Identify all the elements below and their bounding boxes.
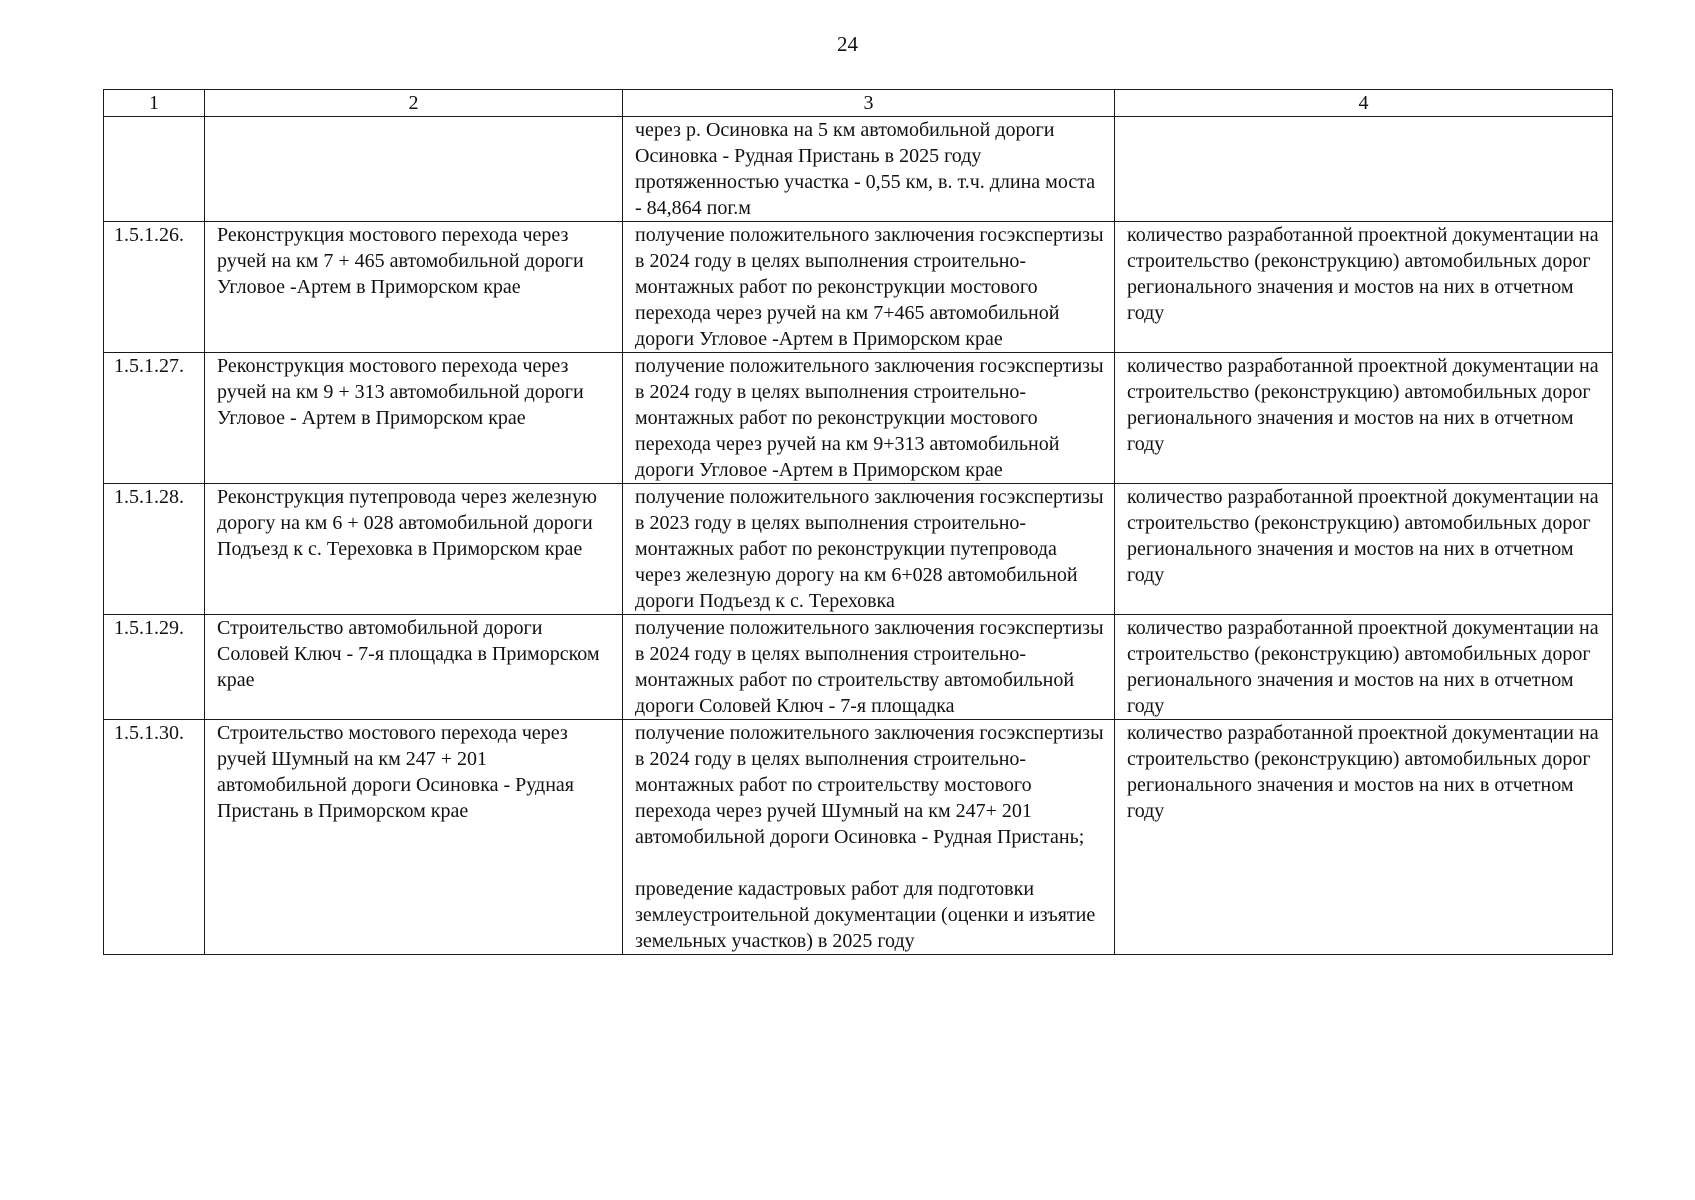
cell-number [104, 117, 205, 222]
table-row [104, 720, 1613, 955]
table-row [104, 222, 1613, 353]
column-header-2: 2 [205, 90, 623, 117]
table-row [104, 615, 1613, 720]
result-paragraph: получение положительного заключения госэкспертизы в 2024 году в целях выполнения строительно-монтажных работ по строительству мостового перехода через ручей Шумный на км 247+ 201 автомобильной дороги Осиновка - Рудная Пристань; [635, 722, 1104, 848]
cell-number: 1.5.1.29. [104, 615, 205, 720]
table-row-continuation [104, 117, 1613, 222]
cell-indicator: количество разработанной проектной документации на строительство (реконструкцию) автомобильных дорог регионального значения и мостов на них в отчетном году [1115, 222, 1613, 353]
cell-name: Реконструкция мостового перехода через ручей на км 9 + 313 автомобильной дороги Угловое - Артем в Приморском крае [205, 353, 623, 484]
cell-indicator: количество разработанной проектной документации на строительство (реконструкцию) автомобильных дорог регионального значения и мостов на них в отчетном году [1115, 484, 1613, 615]
cell-result [623, 720, 1115, 955]
cell-number: 1.5.1.28. [104, 484, 205, 615]
page-number: 24 [837, 32, 858, 56]
activities-table [103, 89, 1613, 955]
column-header-3: 3 [623, 90, 1115, 117]
cell-number: 1.5.1.26. [104, 222, 205, 353]
table-row [104, 353, 1613, 484]
cell-result: через р. Осиновка на 5 км автомобильной дороги Осиновка - Рудная Пристань в 2025 году протяженностью участка - 0,55 км, в. т.ч. длина моста - 84,864 пог.м [623, 117, 1115, 222]
cell-name: Реконструкция путепровода через железную дорогу на км 6 + 028 автомобильной дороги Подъезд к с. Тереховка в Приморском крае [205, 484, 623, 615]
cell-result: получение положительного заключения госэкспертизы в 2024 году в целях выполнения строительно-монтажных работ по реконструкции мостового перехода через ручей на км 7+465 автомобильной дороги Угловое -Артем в Приморском крае [623, 222, 1115, 353]
column-header-4: 4 [1115, 90, 1613, 117]
cell-indicator: количество разработанной проектной документации на строительство (реконструкцию) автомобильных дорог регионального значения и мостов на них в отчетном году [1115, 353, 1613, 484]
cell-result: получение положительного заключения госэкспертизы в 2024 году в целях выполнения строительно-монтажных работ по строительству автомобильной дороги Соловей Ключ - 7-я площадка [623, 615, 1115, 720]
paragraph-gap [635, 850, 1104, 876]
cell-name: Строительство мостового перехода через ручей Шумный на км 247 + 201 автомобильной дороги Осиновка - Рудная Пристань в Приморском крае [205, 720, 623, 955]
table-header-row [104, 90, 1613, 117]
cell-number: 1.5.1.27. [104, 353, 205, 484]
table-row [104, 484, 1613, 615]
cell-result: получение положительного заключения госэкспертизы в 2024 году в целях выполнения строительно-монтажных работ по реконструкции мостового перехода через ручей на км 9+313 автомобильной дороги Угловое -Артем в Приморском крае [623, 353, 1115, 484]
result-paragraph-extra: проведение кадастровых работ для подготовки землеустроительной документации (оценки и изъятие земельных участков) в 2025 году [635, 878, 1096, 952]
column-header-1: 1 [104, 90, 205, 117]
cell-result: получение положительного заключения госэкспертизы в 2023 году в целях выполнения строительно-монтажных работ по реконструкции путепровода через железную дорогу на км 6+028 автомобильной дороги Подъезд к с. Тереховка [623, 484, 1115, 615]
cell-indicator [1115, 117, 1613, 222]
cell-name: Реконструкция мостового перехода через ручей на км 7 + 465 автомобильной дороги Угловое -Артем в Приморском крае [205, 222, 623, 353]
cell-indicator: количество разработанной проектной документации на строительство (реконструкцию) автомобильных дорог регионального значения и мостов на них в отчетном году [1115, 720, 1613, 955]
cell-name: Строительство автомобильной дороги Соловей Ключ - 7-я площадка в Приморском крае [205, 615, 623, 720]
cell-name [205, 117, 623, 222]
cell-indicator: количество разработанной проектной документации на строительство (реконструкцию) автомобильных дорог регионального значения и мостов на них в отчетном году [1115, 615, 1613, 720]
cell-number: 1.5.1.30. [104, 720, 205, 955]
